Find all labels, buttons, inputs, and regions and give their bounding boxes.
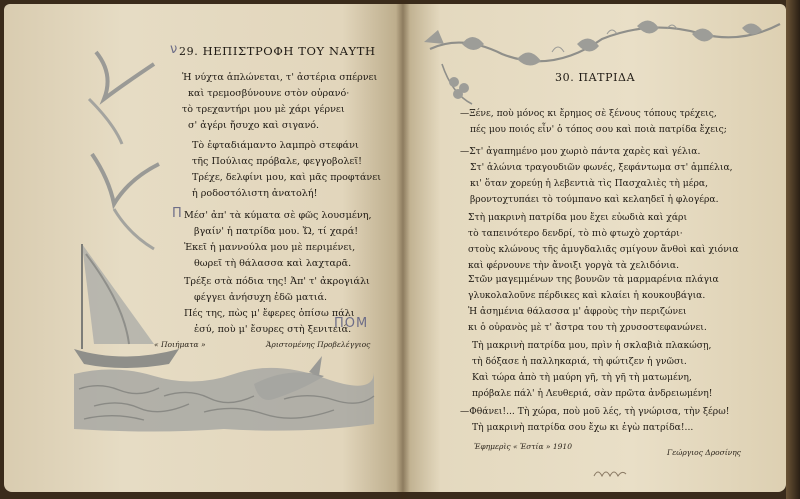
right-stanza-2 <box>460 144 733 208</box>
right-page <box>402 4 786 492</box>
right-credit-source: Ἐφημερὶς « Ἑστία » 1910 <box>474 442 572 451</box>
margin-note-pi: Π <box>172 206 183 221</box>
verse-line: Ἐκεῖ ἡ μαννούλα μου μὲ περιμένει, <box>184 242 356 253</box>
verse-line: τὴ δόξασε ἡ παλληκαριά, τὴ φώτιζεν ἡ γνῶσι. <box>472 356 687 367</box>
verse-line: Ἡ ἀσημένια θάλασσα μ' ἀφροὺς τὴν περιζώνει <box>468 306 687 317</box>
verse-line: Καὶ τώρα ἀπὸ τὴ μαύρη γῆ, τὴ γῆ τὴ ματωμένη, <box>472 372 692 383</box>
pencil-scribble <box>592 466 632 482</box>
verse-line: Τὴ μακρινὴ πατρίδα σου ἔχω κι ἐγὼ πατρίδα!... <box>472 422 694 433</box>
left-page-number: 29. <box>179 45 199 58</box>
left-credit-source: « Ποιήματα » <box>154 340 206 349</box>
right-stanza-1 <box>460 106 727 138</box>
verse-line: βγαίν' ἡ πατρίδα μου. Ὤ, τί χαρά! <box>194 226 359 237</box>
verse-line: πές μου ποιός εἶν' ὁ τόπος σου καὶ ποιὰ πατρίδα ἔχεις; <box>470 124 727 135</box>
left-poem-title <box>179 44 376 58</box>
verse-line: —Στ' ἀγαπημένο μου χωριὸ πάντα χαρὲς καὶ γέλια. <box>460 146 701 157</box>
left-stanza-3 <box>184 208 372 272</box>
verse-line: τῆς Πούλιας πρόβαλε, φεγγοβολεῖ! <box>192 156 363 167</box>
verse-line: καὶ φέρνουνε τὴν ἄνοιξι γοργὰ τὰ χελιδόνια. <box>468 260 680 271</box>
margin-note-pom: ΠΟΜ <box>334 316 369 331</box>
right-stanza-4 <box>468 272 719 336</box>
verse-line: Τὸ ἐφταδιάμαντο λαμπρὸ στεφάνι <box>192 140 359 151</box>
verse-line: τὸ ταπεινότερο δενδρί, τὸ πιὸ φτωχὸ χορτάρι· <box>468 228 683 239</box>
verse-line: —Ξένε, ποὺ μόνος κι ἔρημος σὲ ξένους τόπους τρέχεις, <box>460 108 717 119</box>
verse-line: Στῶν μαγεμμένων της βουνῶν τὰ μαρμαρένια πλάγια <box>468 274 719 285</box>
right-stanza-6 <box>460 404 729 436</box>
handwritten-marker: ν <box>170 42 179 57</box>
right-stanza-3 <box>468 210 739 274</box>
verse-line: Στ' ἁλώνια τραγουδιῶν φωνές, ξεφάντωμα στ' ἀμπέλια, <box>470 162 733 173</box>
right-title-text: ΠΑΤΡΙΔΑ <box>578 71 636 84</box>
verse-line: Ἡ νύχτα ἁπλώνεται, τ' ἀστέρια σπέρνει <box>182 72 378 83</box>
verse-line: κι' ὅταν χορεύῃ ἡ λεβεντιὰ τὶς Πασχαλιὲς τὴ μέρα, <box>470 178 709 189</box>
verse-line: Τρέξε στὰ πόδια της! Ἀπ' τ' ἀκρογιάλι <box>184 276 370 287</box>
verse-line: θωρεῖ τὴ θάλασσα καὶ λαχταρᾶ. <box>194 258 352 269</box>
verse-line: πρόβαλε πάλ' ἡ Λευθεριά, σὰν πρῶτα ἀνδρειωμένη! <box>472 388 713 399</box>
left-page <box>4 4 402 492</box>
right-stanza-5 <box>472 338 712 402</box>
verse-line: κι ὁ οὐρανὸς μὲ τ' ἄστρα του τὴ χρυσοστεφανώνει. <box>468 322 707 333</box>
verse-line: —Φθάνει!... Τὴ χώρα, ποὺ μοῦ λές, τὴ γνώρισα, τὴν ξέρω! <box>460 406 730 417</box>
verse-line: Μέσ' ἀπ' τὰ κύματα σὲ φῶς λουσμένη, <box>184 210 372 221</box>
verse-line: γλυκολαλοῦνε πέρδικες καὶ κλαίει ἡ κουκουβάγια. <box>468 290 706 301</box>
left-stanza-2 <box>192 138 381 202</box>
right-page-number: 30. <box>555 71 575 84</box>
verse-line: Στὴ μακρινὴ πατρίδα μου ἔχει εὐωδιὰ καὶ χάρι <box>468 212 688 223</box>
verse-line: καὶ τρεμοσβύνουνε στὸν οὐρανό· <box>188 88 350 99</box>
left-credit-author: Ἀριστομένης Προβελέγγιος <box>266 340 371 349</box>
verse-line: Πές της, πὼς μ' ἔφερες ὀπίσω πάλι <box>184 308 355 319</box>
page-edges <box>786 0 800 499</box>
verse-line: στοὺς κλώνους τῆς ἀμυγδαλιᾶς σμίγουν ἄνθοὶ καὶ χιόνια <box>468 244 739 255</box>
verse-line: τὸ τρεχαντήρι μου μὲ χάρι γέρνει <box>182 104 345 115</box>
verse-line: ἐσύ, ποὺ μ' ἔσυρες στὴ ξενιτειά. <box>194 324 352 335</box>
verse-line: ἡ ροδοστόλιστη ἀνατολή! <box>192 188 318 199</box>
left-stanza-1 <box>182 70 377 134</box>
verse-line: Τρέχε, δελφίνι μου, καὶ μᾶς προφτάνει <box>192 172 381 183</box>
verse-line: σ' ἀγέρι ἤσυχο καὶ σιγανό. <box>188 120 320 131</box>
right-credit-author: Γεώργιος Δροσίνης <box>667 448 741 457</box>
right-poem-title <box>555 71 635 84</box>
left-title-text: ΗΕΠΙΣΤΡΟΦΗ ΤΟΥ ΝΑΥΤΗ <box>202 44 376 58</box>
verse-line: Τὴ μακρινὴ πατρίδα μου, πρὶν ἡ σκλαβιὰ πλακώσῃ, <box>472 340 712 351</box>
verse-line: βροντοχτυπάει τὸ τούμπανο καὶ κελαηδεῖ ἡ φλογέρα. <box>470 194 719 205</box>
book-spine <box>396 0 410 499</box>
verse-line: φέγγει ἀνήσυχη ἐδῶ ματιά. <box>194 292 328 303</box>
